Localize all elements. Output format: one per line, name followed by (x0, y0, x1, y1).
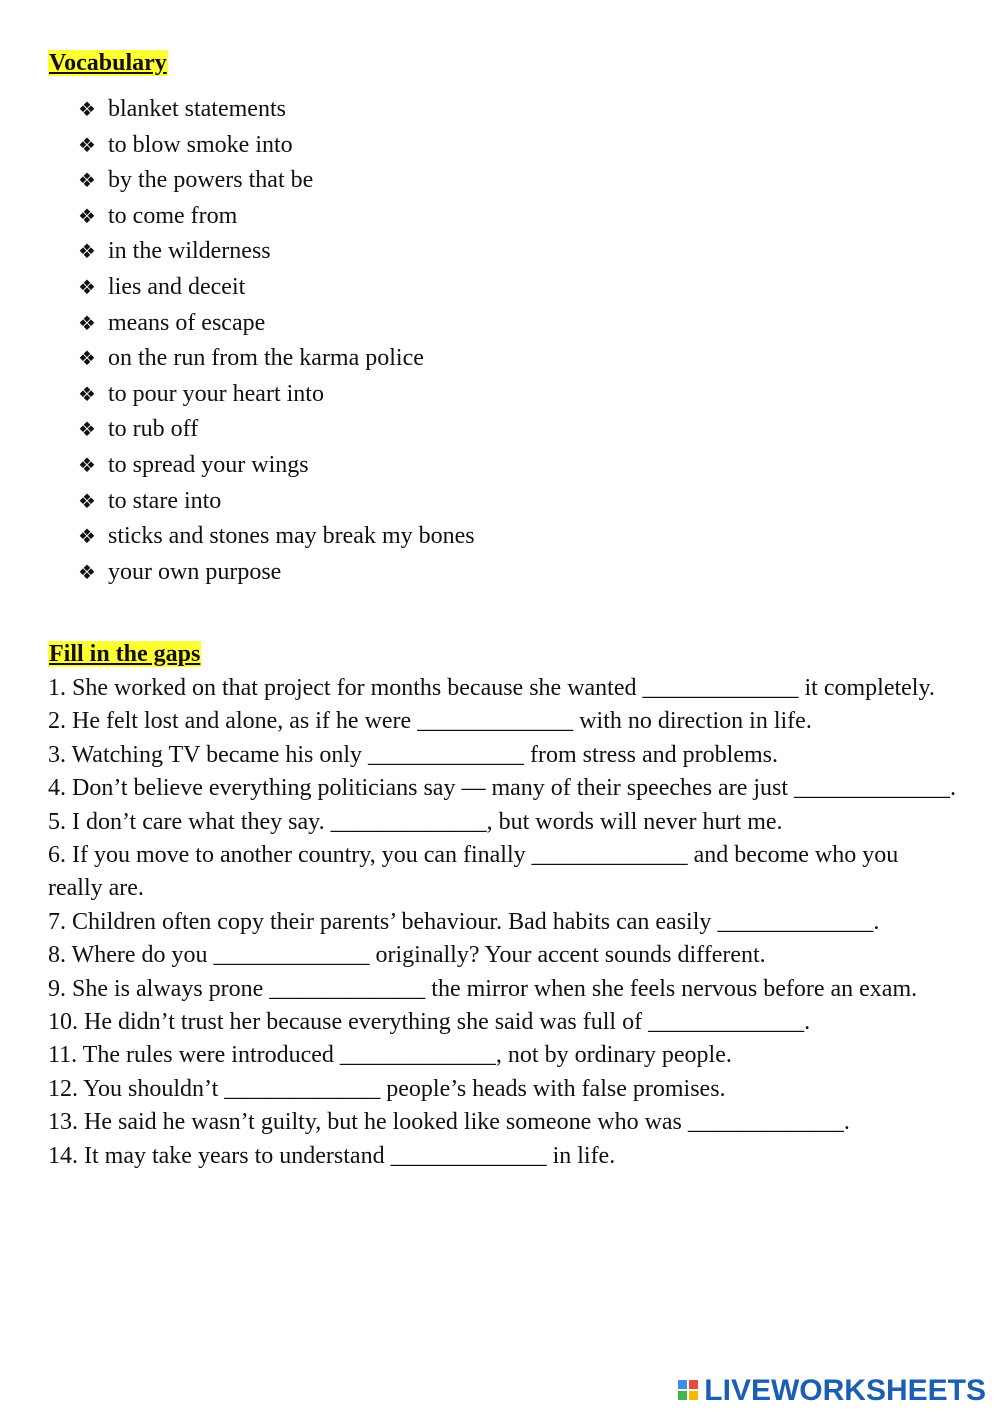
list-item: ❖ on the run from the karma police (78, 341, 475, 377)
diamond-bullet-icon: ❖ (78, 168, 96, 193)
gap-sentence: 11. The rules were introduced _____________, not by ordinary people. (48, 1042, 732, 1069)
diamond-bullet-icon: ❖ (78, 417, 96, 442)
vocabulary-list (78, 92, 475, 590)
list-item: ❖ to blow smoke into (78, 128, 475, 164)
list-item: ❖ to spread your wings (78, 448, 475, 484)
diamond-bullet-icon: ❖ (78, 274, 96, 299)
diamond-bullet-icon: ❖ (78, 452, 96, 477)
list-item: ❖ lies and deceit (78, 270, 475, 306)
list-item: ❖ to pour your heart into (78, 377, 475, 413)
diamond-bullet-icon: ❖ (78, 132, 96, 157)
fill-gaps-heading: Fill in the gaps (49, 641, 201, 667)
list-item: ❖ means of escape (78, 306, 475, 342)
gap-sentence: 12. You shouldn’t _____________ people’s heads with false promises. (48, 1075, 726, 1102)
list-item: ❖ your own purpose (78, 555, 475, 591)
gap-sentence: 8. Where do you _____________ originally? Your accent sounds different. (48, 942, 766, 969)
diamond-bullet-icon: ❖ (78, 488, 96, 513)
gap-sentence: 5. I don’t care what they say. _____________, but words will never hurt me. (48, 808, 783, 835)
list-item: ❖ sticks and stones may break my bones (78, 519, 475, 555)
gap-sentence: 13. He said he wasn’t guilty, but he looked like someone who was _____________. (48, 1109, 850, 1136)
liveworksheets-logo-icon (678, 1380, 700, 1402)
diamond-bullet-icon: ❖ (78, 310, 96, 335)
gap-sentence: 1. She worked on that project for months because she wanted _____________ it completely. (48, 675, 935, 701)
gap-sentence: 7. Children often copy their parents’ behaviour. Bad habits can easily _____________. (48, 908, 880, 935)
liveworksheets-logo (678, 1374, 986, 1408)
diamond-bullet-icon: ❖ (78, 203, 96, 228)
list-item: ❖ to rub off (78, 412, 475, 448)
fill-gaps-list (48, 672, 958, 1173)
gap-sentence: 6. If you move to another country, you can finally _____________ and become who you really are. (48, 842, 899, 902)
diamond-bullet-icon: ❖ (78, 559, 96, 584)
list-item: ❖ in the wilderness (78, 234, 475, 270)
gap-sentence: 14. It may take years to understand _____________ in life. (48, 1142, 616, 1169)
diamond-bullet-icon: ❖ (78, 97, 96, 121)
vocabulary-heading: Vocabulary (49, 50, 167, 76)
list-item: ❖ by the powers that be (78, 163, 475, 199)
gap-sentence: 2. He felt lost and alone, as if he were _____________ with no direction in life. (48, 708, 812, 735)
list-item: ❖ to come from (78, 199, 475, 235)
liveworksheets-logo-text: LIVEWORKSHEETS (704, 1374, 986, 1407)
gap-sentence: 4. Don’t believe everything politicians say — many of their speeches are just _____________. (48, 775, 957, 802)
diamond-bullet-icon: ❖ (78, 381, 96, 406)
list-item: ❖ blanket statements (78, 92, 475, 128)
gap-sentence: 3. Watching TV became his only _____________ from stress and problems. (48, 741, 778, 768)
diamond-bullet-icon: ❖ (78, 524, 96, 549)
list-item: ❖ to stare into (78, 484, 475, 520)
diamond-bullet-icon: ❖ (78, 346, 96, 371)
gap-sentence: 9. She is always prone _____________ the mirror when she feels nervous before an exam. (48, 975, 918, 1002)
gap-sentence: 10. He didn’t trust her because everything she said was full of _____________. (48, 1009, 811, 1036)
diamond-bullet-icon: ❖ (78, 239, 96, 264)
